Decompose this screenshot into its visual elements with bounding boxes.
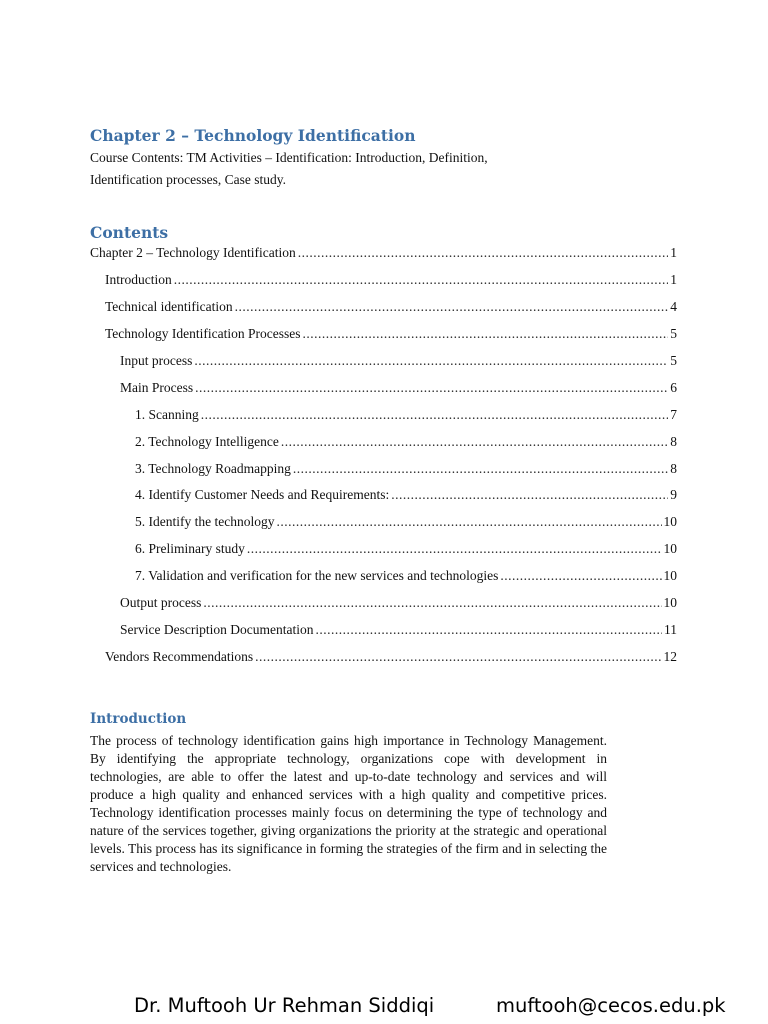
toc-entry[interactable]	[135, 433, 677, 451]
toc-entry-label: Introduction	[105, 272, 172, 287]
toc-leader-dots	[298, 244, 669, 262]
contents-heading: Contents	[90, 223, 169, 242]
toc-leader-dots	[293, 460, 668, 478]
toc-entry[interactable]	[105, 271, 677, 289]
toc-entry-page: 12	[663, 649, 677, 664]
toc-entry-label: Service Description Documentation	[120, 622, 314, 637]
toc-leader-dots	[303, 325, 669, 343]
toc-leader-dots	[255, 648, 661, 666]
footer-author: Dr. Muftooh Ur Rehman Siddiqi	[134, 994, 435, 1017]
toc-entry-label: Chapter 2 – Technology Identification	[90, 245, 296, 260]
toc-leader-dots	[201, 406, 669, 424]
toc-entry-page: 5	[670, 326, 677, 341]
course-contents-line-1: Course Contents: TM Activities – Identification: Introduction, Definition,	[90, 150, 488, 165]
toc-entry[interactable]	[135, 460, 677, 478]
toc-entry-page: 11	[664, 622, 677, 637]
toc-entry-label: Main Process	[120, 380, 194, 395]
footer-email: muftooh@cecos.edu.pk	[496, 994, 726, 1017]
toc-leader-dots	[194, 352, 668, 370]
toc-entry[interactable]	[135, 567, 677, 585]
toc-entry-label: 2. Technology Intelligence	[135, 434, 279, 449]
introduction-paragraph: The process of technology identification gains high importance in Technology Management. By identifying the appropriate technology, organizations cope with development in technologies, are able to offer the latest and up-to-date technology and services and will produce a high quality and enhanced services with a high quality and competitive prices. Technology identification processes mainly focus on determining the type of technology and nature of the services together, giving organizations the priority at the strategic and operational levels. This process has its significance in forming the strategies of the firm and in selecting the services and technologies.	[90, 733, 607, 874]
page-footer	[134, 994, 726, 1017]
toc-entry-page: 6	[670, 380, 677, 395]
toc-entry-page: 4	[670, 299, 677, 314]
toc-leader-dots	[391, 486, 668, 504]
toc-entry-label: Technology Identification Processes	[105, 326, 301, 341]
toc-leader-dots	[315, 621, 662, 639]
toc-entry-label: Technical identification	[105, 299, 233, 314]
toc-leader-dots	[174, 271, 669, 289]
toc-entry-page: 8	[670, 434, 677, 449]
toc-entry[interactable]	[105, 648, 677, 666]
toc-entry-label: 1. Scanning	[135, 407, 199, 422]
toc-entry[interactable]	[105, 325, 677, 343]
toc-entry[interactable]	[135, 513, 677, 531]
toc-entry-page: 10	[663, 568, 677, 583]
toc-entry[interactable]	[135, 486, 677, 504]
toc-leader-dots	[281, 433, 668, 451]
toc-entry-label: Input process	[120, 353, 193, 368]
toc-entry-page: 5	[670, 353, 677, 368]
toc-entry-page: 1	[670, 245, 677, 260]
toc-entry-label: 5. Identify the technology	[135, 514, 275, 529]
toc-entry[interactable]	[135, 540, 677, 558]
toc-entry-page: 10	[663, 541, 677, 556]
toc-entry-page: 10	[663, 514, 677, 529]
course-contents-line-2: Identification processes, Case study.	[90, 172, 286, 187]
toc-entry[interactable]	[90, 244, 677, 262]
toc-entry-label: 6. Preliminary study	[135, 541, 245, 556]
toc-leader-dots	[235, 298, 669, 316]
toc-entry-label: Output process	[120, 595, 202, 610]
toc-entry-label: 7. Validation and verification for the new services and technologies	[135, 568, 499, 583]
toc-entry[interactable]	[120, 621, 677, 639]
toc-entry-page: 1	[670, 272, 677, 287]
chapter-title: Chapter 2 – Technology Identification	[90, 126, 416, 145]
toc-leader-dots	[195, 379, 668, 397]
toc-entry[interactable]	[120, 379, 677, 397]
toc-leader-dots	[276, 513, 661, 531]
toc-entry-page: 10	[663, 595, 677, 610]
toc-leader-dots	[500, 567, 661, 585]
toc-entry[interactable]	[135, 406, 677, 424]
toc-entry-label: Vendors Recommendations	[105, 649, 254, 664]
toc-entry[interactable]	[120, 594, 677, 612]
toc-entry-label: 3. Technology Roadmapping	[135, 461, 291, 476]
toc-entry[interactable]	[120, 352, 677, 370]
toc-entry-label: 4. Identify Customer Needs and Requirements:	[135, 487, 390, 502]
toc-entry-page: 8	[670, 461, 677, 476]
toc-leader-dots	[247, 540, 662, 558]
toc-leader-dots	[203, 594, 661, 612]
introduction-heading: Introduction	[90, 711, 187, 727]
toc-entry[interactable]	[105, 298, 677, 316]
toc-entry-page: 7	[670, 407, 677, 422]
toc-entry-page: 9	[670, 487, 677, 502]
